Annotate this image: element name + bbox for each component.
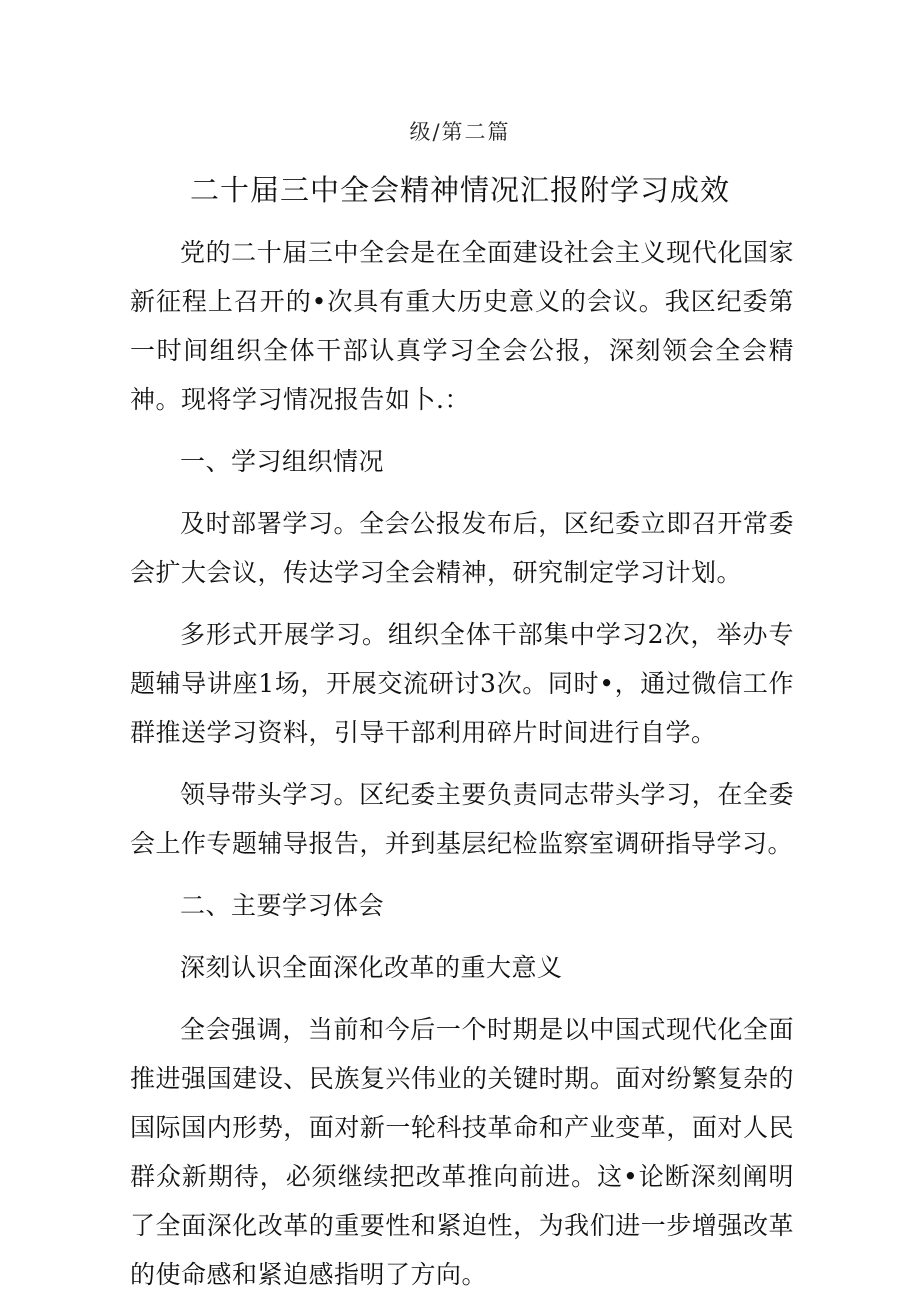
document-title: 二十届三中全会精神情况汇报附学习成效	[189, 173, 730, 207]
subsection-heading: 深刻认识全面深化改革的重大意义	[180, 953, 563, 982]
paragraph-multi-form-learning: 多形式开展学习。组织全体干部集中学习2次，举办专题辅导讲座1场，开展交流研讨3次。同时•，通过微信工作群推送学习资料，引导干部利用碎片时间进行自学。	[130, 620, 794, 747]
section-heading-2: 二、主要学习体会	[180, 891, 385, 920]
paragraph-timely-deployment: 及时部署学习。全会公报发布后，区纪委立即召开常委会扩大会议，传达学习全会精神，研究制定学习计划。	[130, 509, 794, 587]
document-body	[130, 228, 794, 1312]
section-heading-1: 一、学习组织情况	[180, 447, 385, 476]
paragraph-reform-significance: 全会强调，当前和今后一个时期是以中国式现代化全面推进强国建设、民族复兴伟业的关键时期。面对纷繁复杂的国际国内形势，面对新一轮科技革命和产业变革，面对人民群众新期待，必须继续把改革推向前进。这•论断深刻阐明了全面深化改革的重要性和紧迫性，为我们进一步增强改革的使命感和紧迫感指明了方向。	[130, 1015, 794, 1289]
intro-paragraph: 党的二十届三中全会是在全面建设社会主义现代化国家新征程上召开的•次具有重大历史意义的会议。我区纪委第一时间组织全体干部认真学习全会公报，深刻领会全会精神。现将学习情况报告如卜.：	[130, 238, 794, 414]
paragraph-leadership-learning: 领导带头学习。区纪委主要负责同志带头学习，在全委会上作专题辅导报告，并到基层纪检监察室调研指导学习。	[130, 780, 794, 858]
section-label: 级/第二篇	[409, 120, 511, 144]
